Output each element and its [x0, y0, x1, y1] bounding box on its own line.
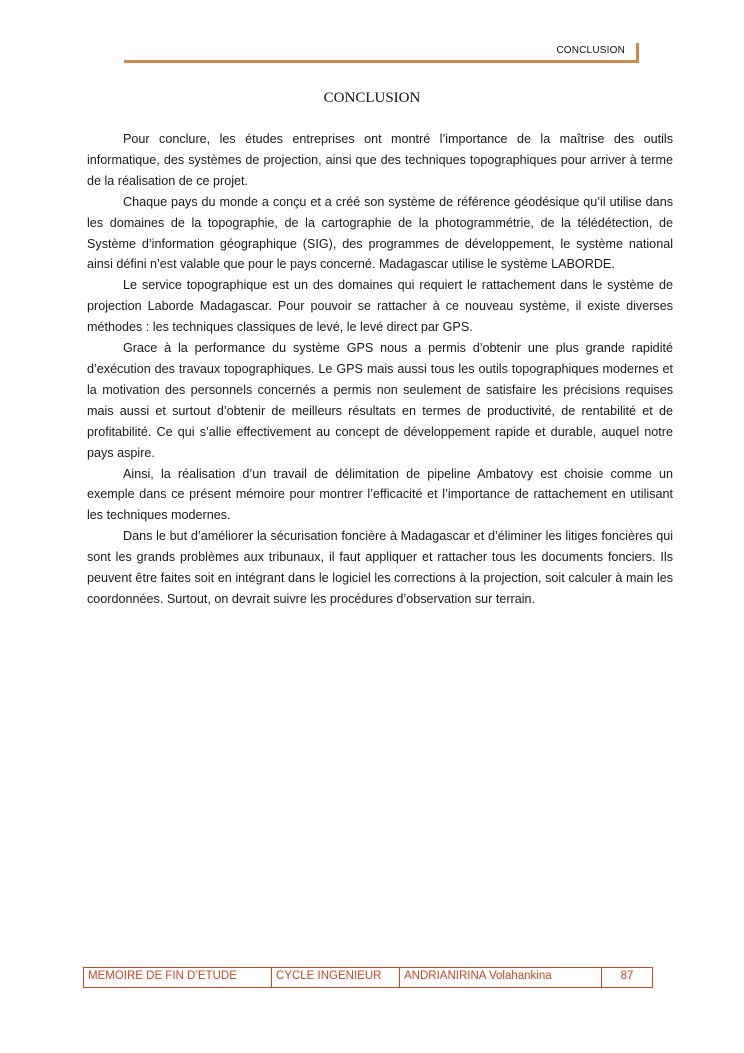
paragraph: Le service topographique est un des domaines qui requiert le rattachement dans le système de projection Laborde Madagascar. Pour pouvoir se rattacher à ce nouveau système, il existe diverses méthodes : les techniques classiques de levé, le levé direct par GPS.: [87, 278, 673, 335]
running-header-label: CONCLUSION: [556, 45, 625, 56]
body-text: [87, 129, 673, 610]
header-rule: [124, 60, 639, 63]
footer-cycle: CYCLE INGENIEUR: [272, 968, 400, 987]
paragraph: Dans le but d’améliorer la sécurisation foncière à Madagascar et d’éliminer les litiges foncières qui sont les grands problèmes aux tribunaux, il faut appliquer et rattacher tous les documents fonciers. Ils peuvent être faites soit en intégrant dans le logiciel les corrections à la projection, soit calculer à main les coordonnées. Surtout, on devrait suivre les procédures d’observation sur terrain.: [87, 529, 673, 606]
paragraph: Ainsi, la réalisation d’un travail de délimitation de pipeline Ambatovy est choisie comme un exemple dans ce présent mémoire pour montrer l’efficacité et l’importance de rattachement en utilisant les techniques modernes.: [87, 466, 673, 523]
paragraph: Pour conclure, les études entreprises ont montré l’importance de la maîtrise des outils informatique, des systèmes de projection, ainsi que des techniques topographiques pour arriver à terme de la réalisation de ce projet.: [87, 132, 673, 188]
running-header: [124, 43, 639, 63]
footer-memoire: MEMOIRE DE FIN D’ETUDE: [84, 968, 272, 987]
page-title: CONCLUSION: [323, 90, 421, 106]
paragraph: Chaque pays du monde a conçu et a créé son système de référence géodésique qu’il utilise dans les domaines de la topographie, de la cartographie de la photogrammétrie, de la télédétection, de Système d’information géographique (SIG), des programmes de développement, le système national ainsi défini n’est valable que pour le pays concerné. Madagascar utilise le système LABORDE.: [87, 194, 673, 272]
page-number: 87: [620, 970, 634, 982]
header-rule-tick: [636, 43, 639, 63]
footer-author: ANDRIANIRINA Volahankina: [400, 968, 602, 987]
paragraph: Grace à la performance du système GPS nous a permis d’obtenir une plus grande rapidité d’exécution des travaux topographiques. Le GPS mais aussi tous les outils topographiques modernes et la motivation des personnels concernés a permis non seulement de satisfaire les précisions requises mais aussi et surtout d’obtenir de meilleurs résultats en termes de productivité, de rentabilité et de profitabilité. Ce qui s’allie effectivement au concept de développement rapide et durable, auquel notre pays aspire.: [87, 341, 673, 460]
page-footer: [83, 967, 653, 988]
